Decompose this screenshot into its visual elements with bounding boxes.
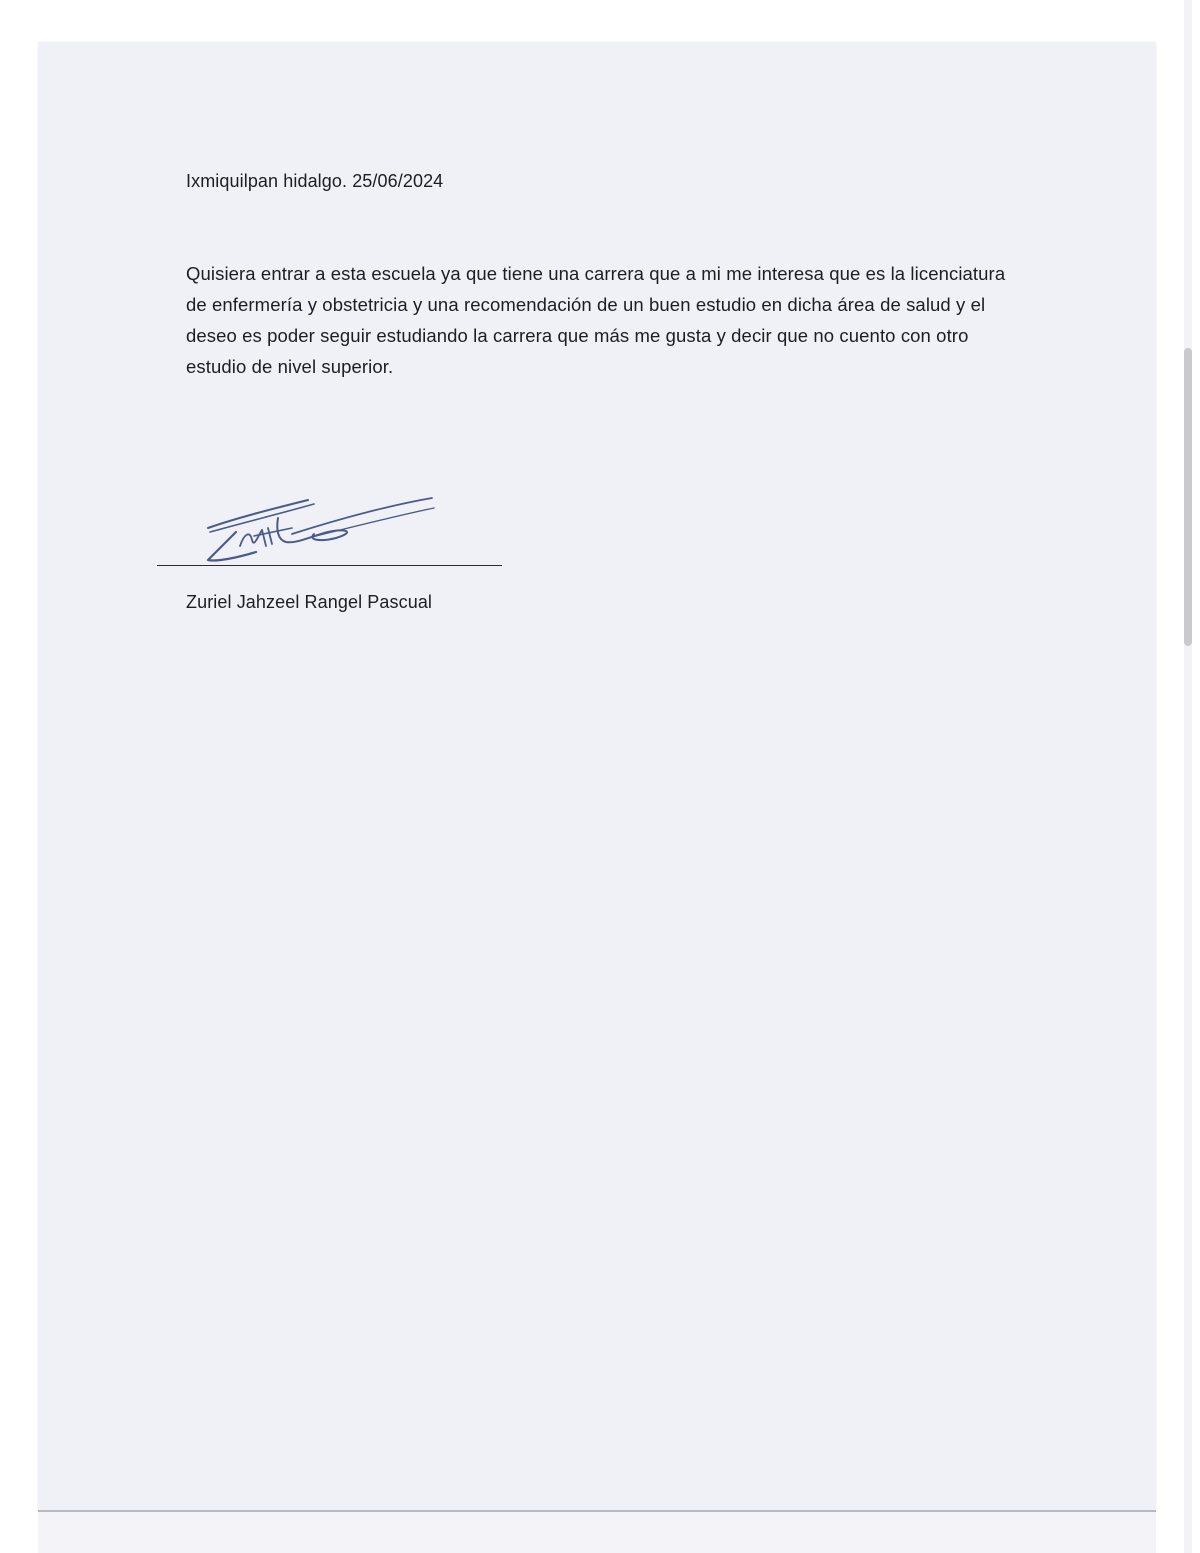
- scrollbar-track[interactable]: [1184, 0, 1192, 1553]
- letter-body: Quisiera entrar a esta escuela ya que tiene una carrera que a mi me interesa que es la licenciatura de enfermería y obstetricia y una recomendación de un buen estudio en dicha área de salud y el deseo es poder seguir estudiando la carrera que más me gusta y decir que no cuento con otro estudio de nivel superior.: [186, 263, 1006, 377]
- signer-name: Zuriel Jahzeel Rangel Pascual: [186, 592, 433, 612]
- scrollbar-thumb[interactable]: [1184, 348, 1192, 646]
- place-and-date: Ixmiquilpan hidalgo. 25/06/2024: [186, 171, 444, 191]
- signature-line: [157, 565, 502, 566]
- next-page-edge: [38, 1510, 1156, 1553]
